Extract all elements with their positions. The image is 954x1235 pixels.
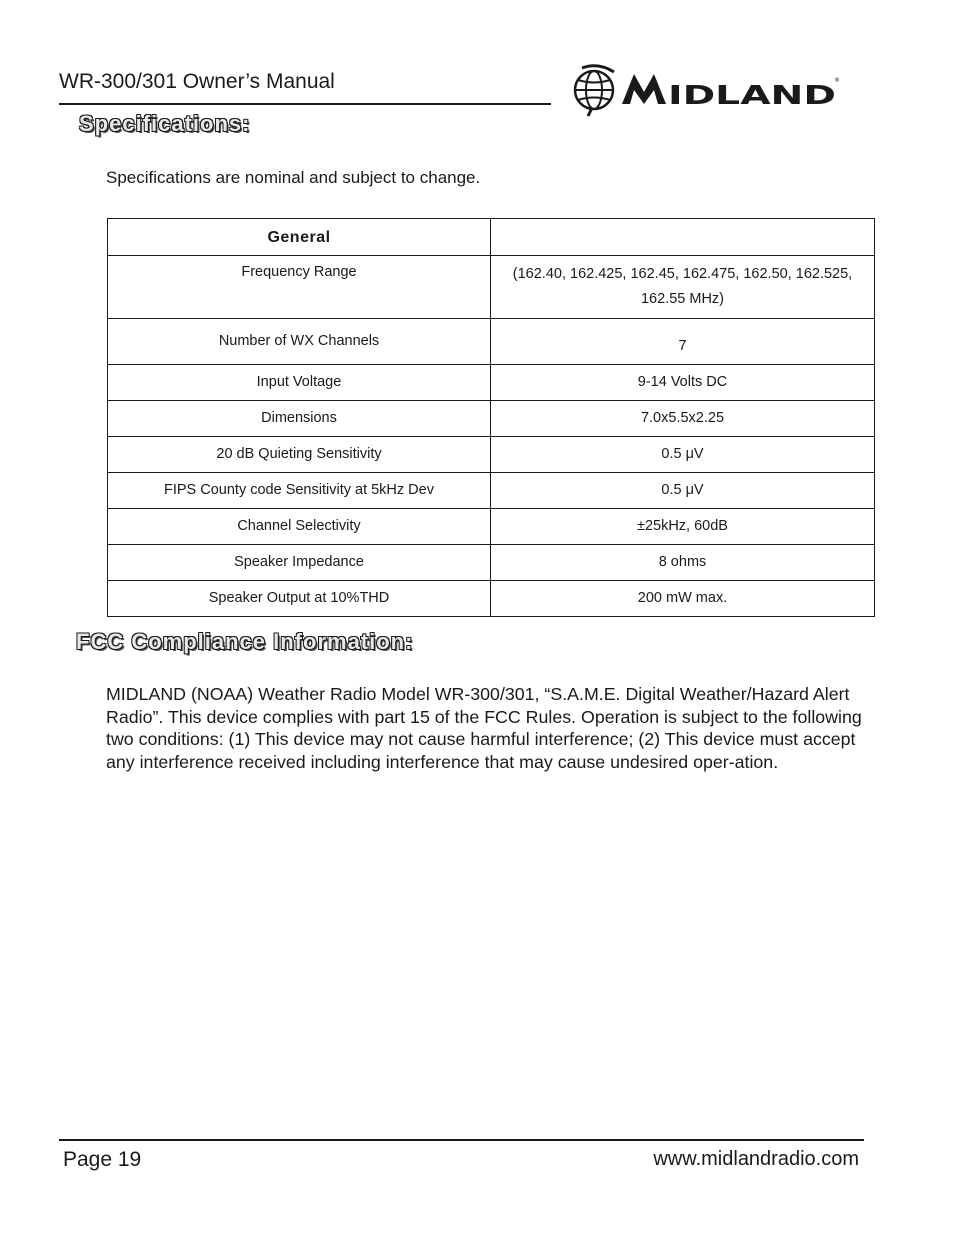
page-number: Page 19 [63,1148,142,1171]
logo-m-mark [622,74,666,104]
spec-value: (162.40, 162.425, 162.45, 162.475, 162.50, 162.525, 162.55 MHz) [491,256,875,319]
registered-mark: ® [834,77,840,84]
table-row [108,545,875,581]
spec-label: 20 dB Quieting Sensitivity [108,437,491,473]
table-row [108,401,875,437]
midland-logo [568,60,840,120]
specifications-table [107,218,875,617]
table-row [108,473,875,509]
globe-icon [575,66,614,116]
fcc-paragraph: MIDLAND (NOAA) Weather Radio Model WR-300/301, “S.A.M.E. Digital Weather/Hazard Alert Radio”. This device complies with part 15 of the FCC Rules. Operation is subject to the following two conditions: (1) This device may not cause harmful interference; (2) This device must accept any interference received including interference that may cause undesired oper-ation. [106,684,862,772]
spec-label: FIPS County code Sensitivity at 5kHz Dev [108,473,491,509]
manual-title: WR-300/301 Owner’s Manual [59,70,335,93]
spec-value: 0.5 μV [491,437,875,473]
fcc-heading: FCC Compliance Information: [76,629,414,654]
spec-label: Channel Selectivity [108,509,491,545]
table-row [108,509,875,545]
spec-value: 7.0x5.5x2.25 [491,401,875,437]
table-row [108,256,875,319]
spec-value: 9-14 Volts DC [491,365,875,401]
table-header-row [108,219,875,256]
spec-label: Speaker Output at 10%THD [108,581,491,617]
table-header-cell [491,219,875,256]
footer-divider [59,1139,864,1141]
header-divider [59,103,551,105]
spec-value: ±25kHz, 60dB [491,509,875,545]
logo-wordmark: IDLAND [668,81,836,111]
specifications-intro: Specifications are nominal and subject to change. [106,168,481,187]
spec-value: 8 ohms [491,545,875,581]
table-header-cell: General [108,219,491,256]
spec-label: Dimensions [108,401,491,437]
table-row [108,581,875,617]
specifications-heading: Specifications: [79,111,251,136]
spec-label: Number of WX Channels [108,319,491,365]
table-row [108,319,875,365]
spec-value: 200 mW max. [491,581,875,617]
spec-label: Input Voltage [108,365,491,401]
spec-label: Frequency Range [108,256,491,319]
table-row [108,437,875,473]
website-url: www.midlandradio.com [653,1148,859,1170]
spec-label: Speaker Impedance [108,545,491,581]
table-row [108,365,875,401]
spec-value: 0.5 μV [491,473,875,509]
spec-value: 7 [491,319,875,365]
